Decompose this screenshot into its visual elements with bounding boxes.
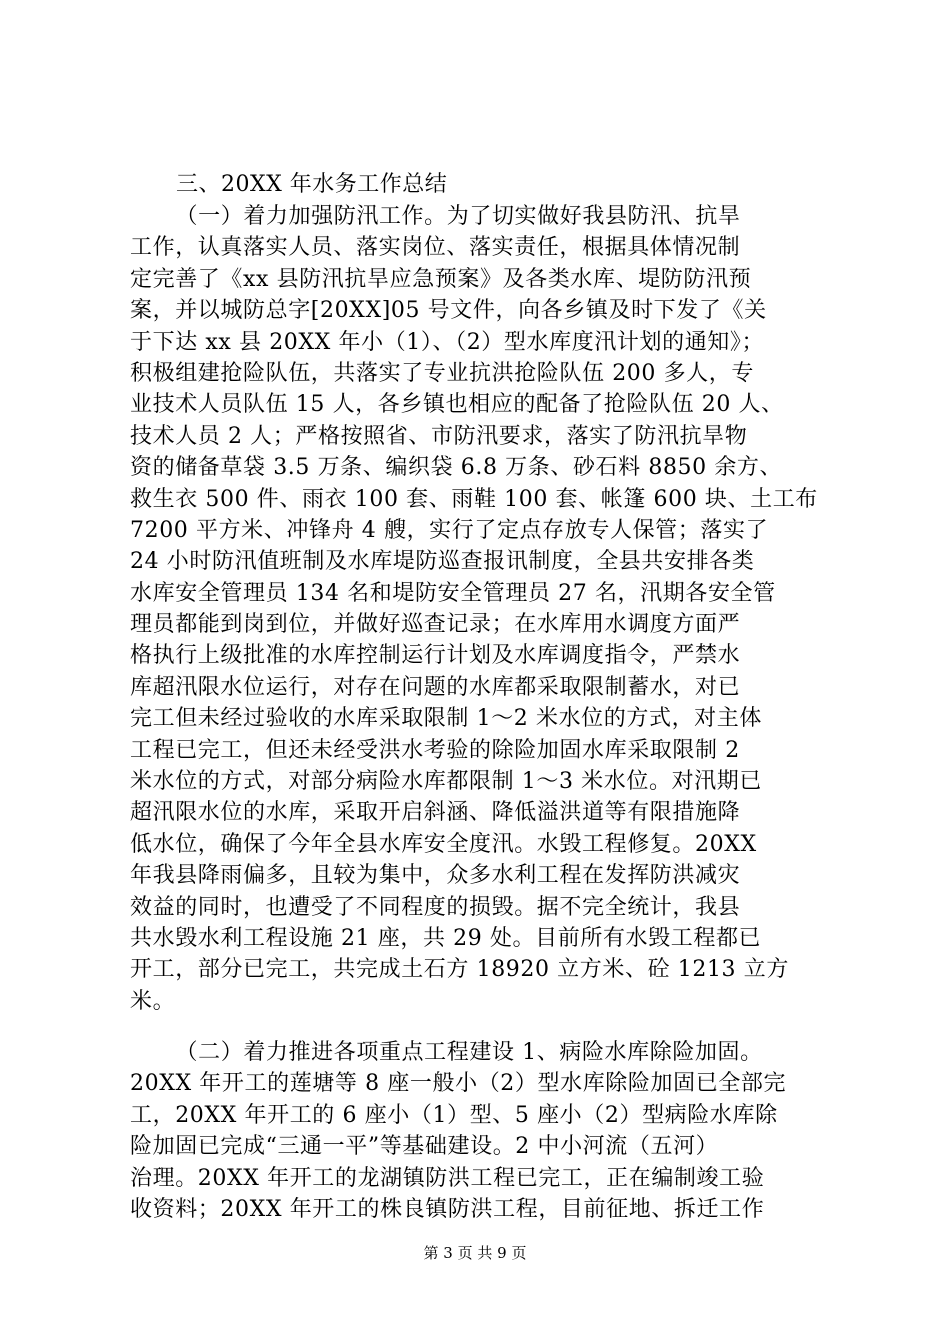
text-line: 超汛限水位的水库，采取开启斜涵、降低溢洪道等有限措施降: [130, 800, 741, 826]
text-line: 20XX 年开工的莲塘等 8 座一般小（2）型水库除险加固已全部完: [130, 1071, 787, 1097]
text-line: 收资料；20XX 年开工的株良镇防洪工程，目前征地、拆迁工作: [130, 1196, 765, 1222]
text-line: 格执行上级批准的水库控制运行计划及水库调度指令，严禁水: [130, 643, 741, 669]
text-line: 低水位，确保了今年全县水库安全度汛。水毁工程修复。20XX: [130, 831, 757, 857]
text-line: 理员都能到岗到位，并做好巡查记录；在水库用水调度方面严: [130, 612, 741, 638]
paragraph-flood-control: [130, 201, 835, 1017]
paragraph-key-projects: [130, 1037, 835, 1225]
text-line: 共水毁水利工程设施 21 座，共 29 处。目前所有水毁工程都已: [130, 925, 762, 951]
text-line: 积极组建抢险队伍，共落实了专业抗洪抢险队伍 200 多人，专: [130, 360, 754, 386]
text-line: 业技术人员队伍 15 人，各乡镇也相应的配备了抢险队伍 20 人、: [130, 392, 784, 418]
text-line: 效益的同时，也遭受了不同程度的损毁。据不完全统计，我县: [130, 894, 741, 920]
text-line: 技术人员 2 人；严格按照省、市防汛要求，落实了防汛抗旱物: [130, 423, 748, 449]
text-line: 险加固已完成“三通一平”等基础建设。2 中小河流（五河）: [130, 1134, 719, 1160]
text-line: 24 小时防汛值班制及水库堤防巡查报讯制度，全县共安排各类: [130, 549, 755, 575]
text-line: 治理。20XX 年开工的龙湖镇防洪工程已完工，正在编制竣工验: [130, 1165, 765, 1191]
page-number-footer: 第 3 页 共 9 页: [423, 1244, 527, 1262]
section-title: 三、20XX 年水务工作总结: [176, 172, 448, 197]
text-line: 库超汛限水位运行，对存在问题的水库都采取限制蓄水，对已: [130, 674, 741, 700]
text-line: 救生衣 500 件、雨衣 100 套、雨鞋 100 套、帐篷 600 块、土工布: [130, 486, 818, 512]
text-line: 水库安全管理员 134 名和堤防安全管理员 27 名，汛期各安全管: [130, 580, 776, 606]
text-line: 米。: [130, 988, 176, 1014]
text-line: 年我县降雨偏多，且较为集中，众多水利工程在发挥防洪减灾: [130, 863, 741, 889]
text-line: 定完善了《xx 县防汛抗旱应急预案》及各类水库、堤防防汛预: [130, 266, 752, 292]
text-line: 工程已完工，但还未经受洪水考验的除险加固水库采取限制 2: [130, 737, 740, 763]
text-line: 工作，认真落实人员、落实岗位、落实责任，根据具体情况制: [130, 235, 741, 261]
text-line: 资的储备草袋 3.5 万条、编织袋 6.8 万条、砂石料 8850 余方、: [130, 455, 783, 481]
text-line: 工，20XX 年开工的 6 座小（1）型、5 座小（2）型病险水库除: [130, 1102, 778, 1128]
text-line: 7200 平方米、冲锋舟 4 艘，实行了定点存放专人保管；落实了: [130, 517, 769, 543]
text-line: 案，并以城防总字[20XX]05 号文件，向各乡镇及时下发了《关: [130, 298, 767, 324]
text-line: 开工，部分已完工，共完成土石方 18920 立方米、砼 1213 立方: [130, 957, 789, 983]
text-line: 于下达 xx 县 20XX 年小（1）、（2）型水库度汛计划的通知》；: [130, 329, 765, 355]
text-line: 米水位的方式，对部分病险水库都限制 1～3 米水位。对汛期已: [130, 769, 762, 795]
text-line: 完工但未经过验收的水库采取限制 1～2 米水位的方式，对主体: [130, 706, 762, 732]
text-line: （一）着力加强防汛工作。为了切实做好我县防汛、抗旱: [130, 204, 741, 229]
text-line: （二）着力推进各项重点工程建设 1、病险水库除险加固。: [130, 1040, 763, 1065]
